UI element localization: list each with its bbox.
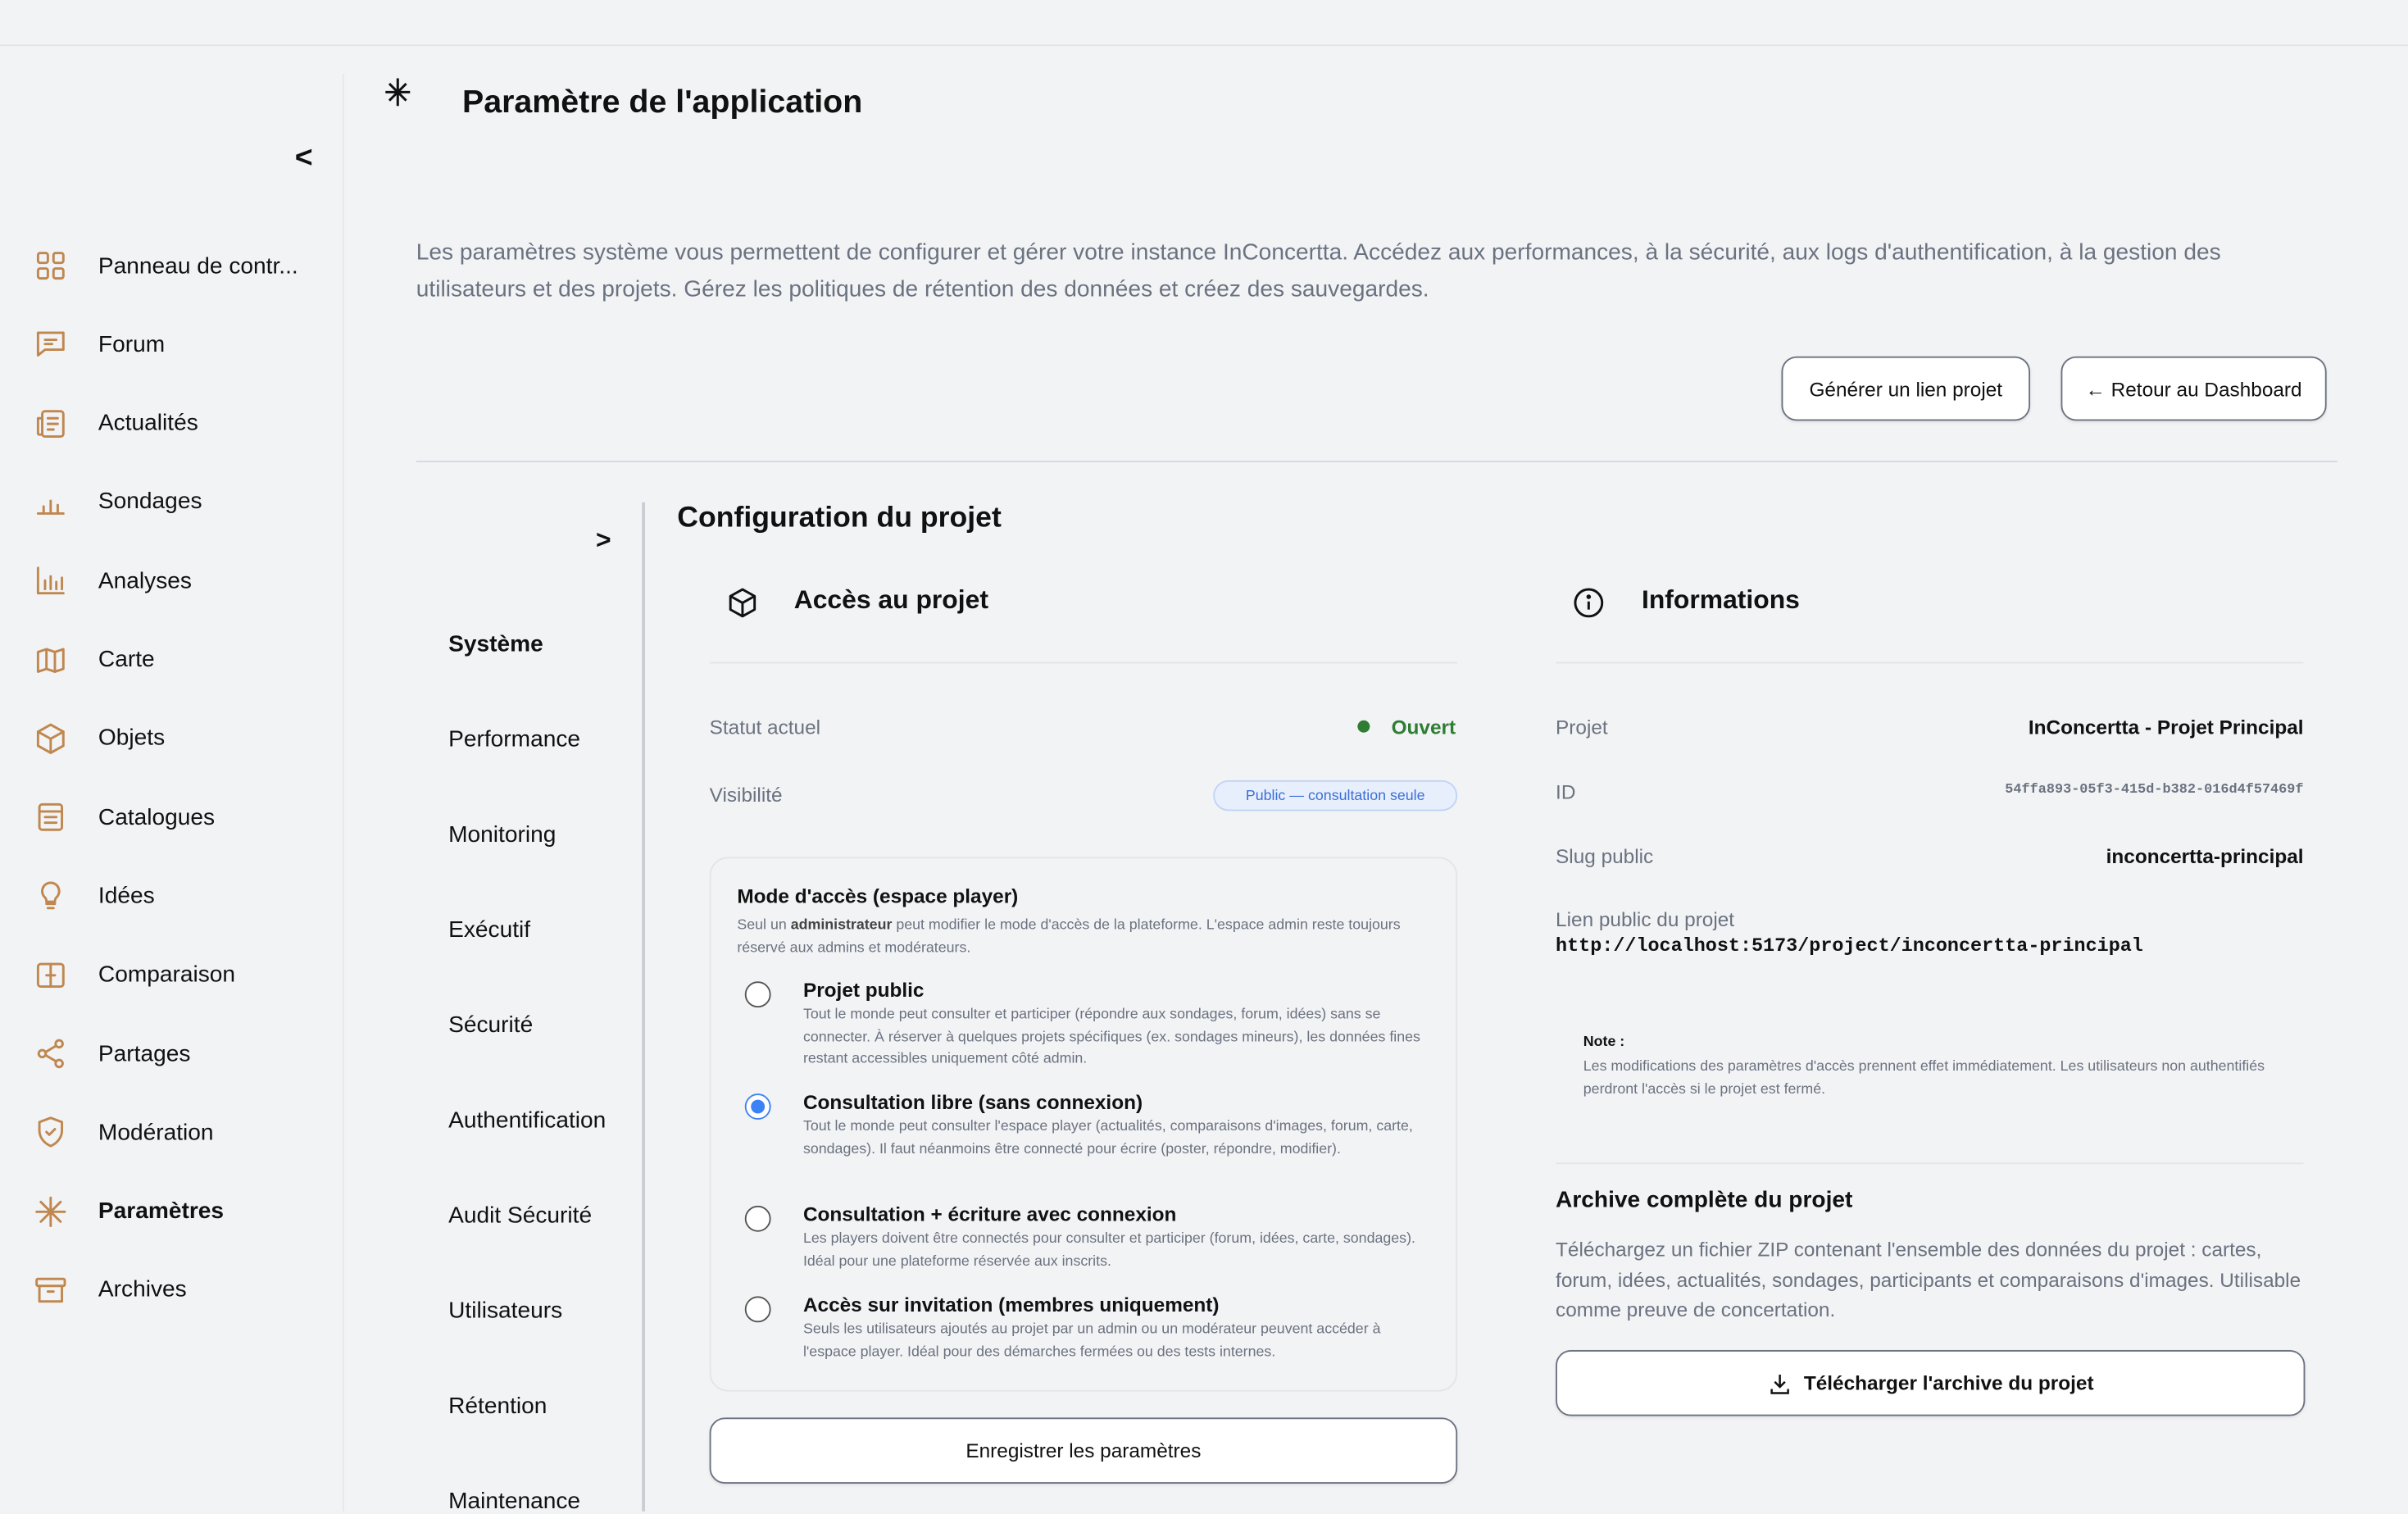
option-description: Seuls les utilisateurs ajoutés au projet par un admin ou un modérateur peuvent accéder à l'espace player. Idéal pour des démarches fermées ou des tests internes. xyxy=(802,1321,1381,1361)
sidebar-item-label: Actualités xyxy=(98,410,198,437)
sidebar-item-label: Modération xyxy=(98,1119,214,1146)
public-link-value[interactable]: http://localhost:5173/project/inconcertta-principal xyxy=(1556,935,2143,957)
status-label: Statut actuel xyxy=(709,716,821,739)
subnav-toggle-button[interactable]: > xyxy=(595,525,611,555)
access-mode-description xyxy=(737,916,1428,960)
desc-text: peut modifier le mode d'accès de la plateforme. L'espace admin reste toujours réservé aux admins et modérateurs. xyxy=(737,916,1401,957)
radio-button[interactable] xyxy=(745,1093,771,1120)
slug-label: Slug public xyxy=(1556,844,1654,868)
id-label: ID xyxy=(1556,780,1576,803)
chat-icon xyxy=(34,328,67,361)
section-title: Configuration du projet xyxy=(677,502,1002,535)
archive-divider xyxy=(1556,1162,2303,1164)
note-text: Les modifications des paramètres d'accès prennent effet immédiatement. Les utilisateurs non authentifiés perdront l'accès si le projet est fermé. xyxy=(1583,1057,2265,1098)
sidebar-item-1[interactable] xyxy=(34,239,325,292)
access-mode-title: Mode d'accès (espace player) xyxy=(737,884,1019,908)
option-description: Tout le monde peut consulter et participer (répondre aux sondages, forum, idées) sans se connecter. À réserver à quelques projets spécifiques (ex. sondages mineurs), les données fines restant accessibles uniquement côté admin. xyxy=(802,1006,1420,1068)
subnav-item[interactable]: Système xyxy=(448,631,543,657)
sidebar-item-5[interactable] xyxy=(34,555,325,607)
sidebar-item-label: Partages xyxy=(98,1040,191,1067)
dashboard-grid-icon xyxy=(34,249,67,283)
subnav-item[interactable]: Maintenance xyxy=(448,1488,581,1514)
id-value: 54ffa893-05f3-415d-b382-016d4f57469f xyxy=(2005,781,2304,798)
subnav-item[interactable]: Utilisateurs xyxy=(448,1298,563,1325)
sidebar-item-label: Carte xyxy=(98,646,155,673)
sidebar-item-11[interactable] xyxy=(34,1028,325,1080)
access-divider xyxy=(710,662,1457,664)
asterisk-icon xyxy=(34,1194,67,1228)
sidebar-item-4[interactable] xyxy=(34,476,325,529)
subnav-item[interactable]: Sécurité xyxy=(448,1012,534,1039)
newspaper-icon xyxy=(34,407,67,440)
subnav-item[interactable]: Authentification xyxy=(448,1107,607,1134)
sidebar-item-3[interactable] xyxy=(34,398,325,450)
access-mode-option[interactable] xyxy=(742,1293,1433,1364)
sidebar-item-label: Catalogues xyxy=(98,804,216,830)
option-description: Les players doivent être connectés pour consulter et participer (forum, idées, carte, sondages). Idéal pour une plateforme réservée aux inscrits. xyxy=(802,1230,1415,1270)
sidebar-item-9[interactable] xyxy=(34,870,325,922)
option-description: Tout le monde peut consulter l'espace player (actualités, comparaisons d'images, forum, carte, sondages). Il faut néanmoins être connecté pour écrire (poster, répondre, modifier). xyxy=(802,1118,1413,1157)
project-value: InConcertta - Projet Principal xyxy=(2028,716,2304,739)
status-dot-icon xyxy=(1357,721,1370,733)
sidebar-item-label: Sondages xyxy=(98,489,202,516)
sidebar-divider xyxy=(343,74,344,1512)
shield-icon xyxy=(34,1116,67,1149)
sidebar-item-label: Comparaison xyxy=(98,962,236,989)
download-archive-button[interactable] xyxy=(1556,1350,2305,1416)
option-title: Consultation libre (sans connexion) xyxy=(802,1090,1143,1114)
subnav-divider xyxy=(642,502,644,1512)
sidebar-item-2[interactable] xyxy=(34,318,325,371)
subnav-item[interactable]: Audit Sécurité xyxy=(448,1203,593,1229)
archive-description: Téléchargez un fichier ZIP contenant l'ensemble des données du projet : cartes, forum, idées, actualités, sondages, participants et comparaisons d'images. Utilisable comme preuve de concertation. xyxy=(1556,1238,2301,1321)
option-title: Consultation + écriture avec connexion xyxy=(802,1203,1177,1226)
download-archive-label: Télécharger l'archive du projet xyxy=(1803,1371,2094,1395)
sidebar-item-label: Objets xyxy=(98,725,166,752)
sidebar-item-label: Analyses xyxy=(98,567,192,594)
radio-button[interactable] xyxy=(745,981,771,1007)
sidebar-item-6[interactable] xyxy=(34,634,325,686)
radio-button[interactable] xyxy=(745,1296,771,1322)
option-title: Accès sur invitation (membres uniquement) xyxy=(802,1293,1220,1316)
access-mode-option[interactable] xyxy=(742,979,1433,1071)
sidebar-item-7[interactable] xyxy=(34,712,325,765)
sidebar-item-label: Forum xyxy=(98,331,166,358)
project-label: Projet xyxy=(1556,716,1608,739)
subnav-item[interactable]: Performance xyxy=(448,726,581,753)
asterisk-icon xyxy=(383,77,413,107)
map-icon xyxy=(34,643,67,676)
chart-icon xyxy=(34,564,67,598)
info-title: Informations xyxy=(1641,584,1800,615)
access-mode-option[interactable] xyxy=(742,1090,1433,1161)
desc-bold: administrateur xyxy=(790,916,893,934)
sidebar-item-10[interactable] xyxy=(34,948,325,1001)
save-settings-button[interactable]: Enregistrer les paramètres xyxy=(710,1417,1457,1484)
header-divider xyxy=(416,461,2338,462)
access-mode-panel xyxy=(710,857,1457,1392)
download-icon xyxy=(1767,1371,1792,1395)
archive-icon xyxy=(34,1273,67,1307)
catalog-icon xyxy=(34,800,67,834)
generate-link-button[interactable]: Générer un lien projet xyxy=(1781,357,2030,421)
visibility-label: Visibilité xyxy=(709,783,783,807)
top-divider xyxy=(0,44,2408,46)
sidebar-item-13[interactable] xyxy=(34,1185,325,1238)
back-to-dashboard-button[interactable]: ← Retour au Dashboard xyxy=(2061,357,2327,421)
archive-title: Archive complète du projet xyxy=(1556,1187,1853,1214)
option-title: Projet public xyxy=(802,978,925,1002)
subnav-item[interactable]: Rétention xyxy=(448,1393,547,1420)
visibility-badge: Public — consultation seule xyxy=(1213,780,1457,811)
desc-text: Seul un xyxy=(737,916,791,934)
cube-icon xyxy=(34,721,67,755)
info-icon xyxy=(1573,587,1605,619)
page-description: Les paramètres système vous permettent de configurer et gérer votre instance InConcertta. Accédez aux performances, à la sécurité, aux logs d'authentification, à la gestion des utilisateurs et des projets. Gérez les politiques de rétention des données et créez des sauvegardes. xyxy=(416,239,2221,303)
radio-button[interactable] xyxy=(745,1206,771,1232)
subnav-item[interactable]: Monitoring xyxy=(448,821,557,848)
sidebar-item-14[interactable] xyxy=(34,1264,325,1316)
sidebar-item-label: Archives xyxy=(98,1276,187,1303)
status-value: Ouvert xyxy=(1391,716,1456,739)
public-link-label: Lien public du projet xyxy=(1556,907,1735,931)
sidebar-collapse-button[interactable]: < xyxy=(294,141,313,175)
sidebar-item-8[interactable] xyxy=(34,791,325,843)
access-mode-option[interactable] xyxy=(742,1203,1433,1273)
lightbulb-icon xyxy=(34,879,67,912)
page-title: Paramètre de l'application xyxy=(461,84,863,120)
sidebar-item-label: Paramètres xyxy=(98,1198,225,1225)
poll-icon xyxy=(34,485,67,519)
share-icon xyxy=(34,1037,67,1071)
cube-icon xyxy=(726,587,758,619)
sidebar-item-label: Panneau de contr... xyxy=(98,252,298,280)
compare-icon xyxy=(34,958,67,992)
sidebar-item-label: Idées xyxy=(98,883,155,910)
sidebar-item-12[interactable] xyxy=(34,1107,325,1159)
info-divider xyxy=(1556,662,2303,664)
slug-value: inconcertta-principal xyxy=(2106,844,2304,868)
subnav-item[interactable]: Exécutif xyxy=(448,916,531,943)
access-title: Accès au projet xyxy=(793,584,988,615)
note-title: Note : xyxy=(1583,1034,1625,1051)
